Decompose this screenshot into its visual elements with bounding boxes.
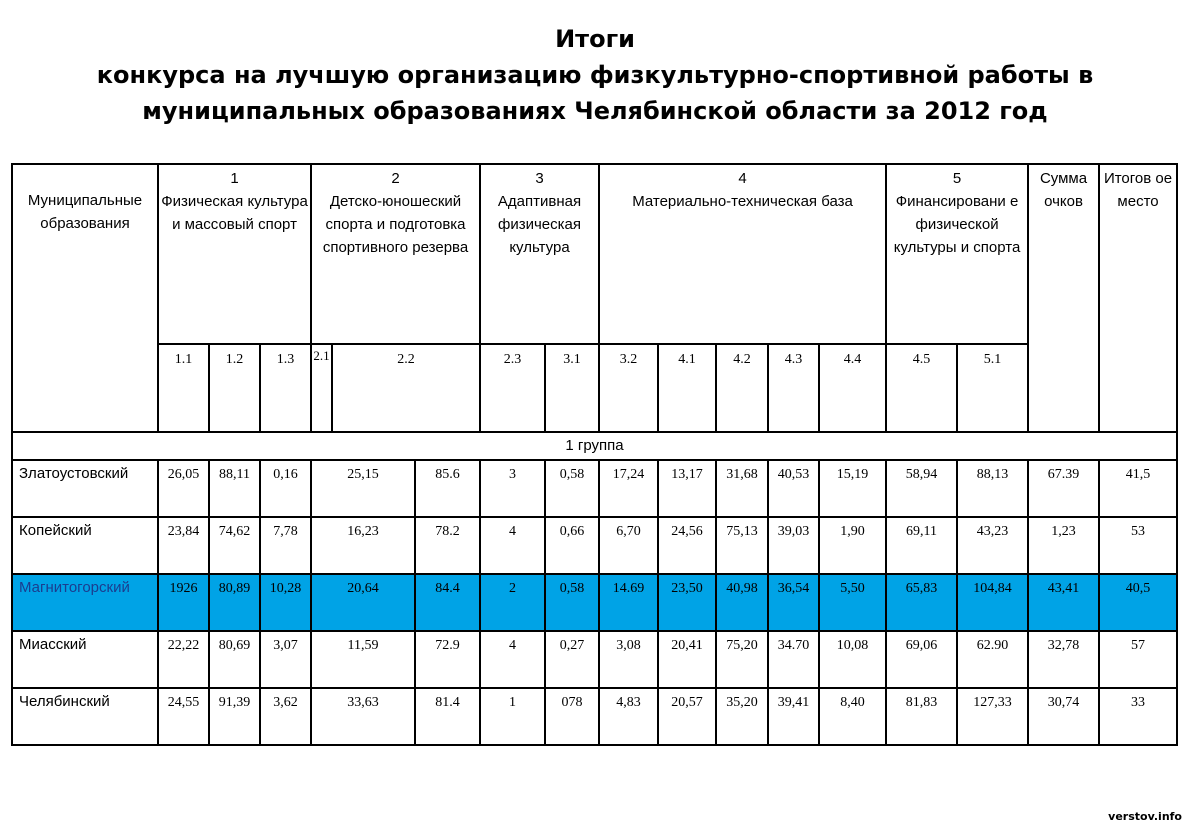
- cell-2-3: 4: [480, 631, 545, 688]
- table-row: [12, 688, 1177, 745]
- cell-sum: 57: [1099, 631, 1177, 688]
- header-group-3-label: Адаптивная физическая культура: [497, 193, 582, 256]
- cell-2-1: 33,63: [311, 688, 415, 745]
- cell-sum: 53: [1099, 517, 1177, 574]
- cell-5-2: 43,41: [1028, 574, 1099, 631]
- cell-4-3: 39,41: [768, 688, 819, 745]
- header-group-1: [158, 164, 311, 344]
- subheader-4-2: 4.2: [716, 344, 768, 432]
- cell-4-5: 65,83: [886, 574, 957, 631]
- title-line-3: муниципальных образованиях Челябинской области за 2012 год: [142, 97, 1048, 125]
- cell-4-3: 39,03: [768, 517, 819, 574]
- subheader-2-3: 2.3: [480, 344, 545, 432]
- title-line-1: Итоги: [555, 25, 635, 53]
- header-place: Итогов ое место: [1099, 164, 1177, 432]
- table-row: [12, 460, 1177, 517]
- cell-1-1: 1926: [158, 574, 209, 631]
- cell-2-3: 3: [480, 460, 545, 517]
- cell-2-2: 84.4: [415, 574, 480, 631]
- subheader-3-2: 3.2: [599, 344, 658, 432]
- cell-4-4: 10,08: [819, 631, 886, 688]
- cell-5-1: 127,33: [957, 688, 1028, 745]
- cell-1-3: 10,28: [260, 574, 311, 631]
- cell-1-3: 3,07: [260, 631, 311, 688]
- cell-5-1: 104,84: [957, 574, 1028, 631]
- cell-4-4: 1,90: [819, 517, 886, 574]
- group-label: 1 группа: [12, 432, 1177, 460]
- cell-3-2: 6,70: [599, 517, 658, 574]
- cell-4-2: 35,20: [716, 688, 768, 745]
- cell-5-2: 67.39: [1028, 460, 1099, 517]
- cell-4-4: 8,40: [819, 688, 886, 745]
- cell-3-2: 17,24: [599, 460, 658, 517]
- header-group-1-number: 1: [230, 170, 239, 187]
- cell-1-3: 0,16: [260, 460, 311, 517]
- cell-2-1: 20,64: [311, 574, 415, 631]
- cell-3-1: 0,58: [545, 574, 599, 631]
- cell-3-1: 0,27: [545, 631, 599, 688]
- cell-sum: 40,5: [1099, 574, 1177, 631]
- cell-5-1: 62.90: [957, 631, 1028, 688]
- header-group-4: [599, 164, 886, 344]
- cell-4-4: 15,19: [819, 460, 886, 517]
- header-group-1-label: Физическая культура и массовый спорт: [161, 193, 308, 233]
- subheader-1-1: 1.1: [158, 344, 209, 432]
- cell-3-1: 0,66: [545, 517, 599, 574]
- cell-4-3: 36,54: [768, 574, 819, 631]
- row-municipality-name: Миасский: [12, 631, 158, 688]
- cell-3-2: 14.69: [599, 574, 658, 631]
- cell-2-1: 25,15: [311, 460, 415, 517]
- row-municipality-name: Копейский: [12, 517, 158, 574]
- subheader-3-1: 3.1: [545, 344, 599, 432]
- cell-1-2: 91,39: [209, 688, 260, 745]
- cell-2-3: 4: [480, 517, 545, 574]
- subheader-4-5: 4.5: [886, 344, 957, 432]
- subheader-4-3: 4.3: [768, 344, 819, 432]
- cell-2-1: 16,23: [311, 517, 415, 574]
- cell-1-1: 22,22: [158, 631, 209, 688]
- cell-4-3: 40,53: [768, 460, 819, 517]
- title-line-2: конкурса на лучшую организацию физкультурно-спортивной работы в: [96, 61, 1094, 89]
- subheader-4-1: 4.1: [658, 344, 716, 432]
- cell-2-2: 78.2: [415, 517, 480, 574]
- cell-5-2: 1,23: [1028, 517, 1099, 574]
- subheader-1-3: 1.3: [260, 344, 311, 432]
- cell-1-3: 7,78: [260, 517, 311, 574]
- header-group-2-number: 2: [391, 170, 400, 187]
- cell-4-2: 75,13: [716, 517, 768, 574]
- cell-1-1: 24,55: [158, 688, 209, 745]
- results-table: [11, 163, 1178, 746]
- table-row: [12, 574, 1177, 631]
- cell-4-5: 58,94: [886, 460, 957, 517]
- header-group-4-number: 4: [738, 170, 747, 187]
- cell-4-2: 40,98: [716, 574, 768, 631]
- table-row: [12, 517, 1177, 574]
- subheader-2-2: 2.2: [332, 344, 480, 432]
- subheader-2-1: 2.1: [311, 344, 332, 432]
- cell-4-1: 20,57: [658, 688, 716, 745]
- cell-4-5: 69,11: [886, 517, 957, 574]
- cell-2-1: 11,59: [311, 631, 415, 688]
- cell-1-2: 88,11: [209, 460, 260, 517]
- cell-4-4: 5,50: [819, 574, 886, 631]
- cell-4-1: 20,41: [658, 631, 716, 688]
- cell-5-2: 30,74: [1028, 688, 1099, 745]
- header-municipality: Муниципальные образования: [12, 164, 158, 432]
- cell-3-1: 078: [545, 688, 599, 745]
- cell-5-1: 43,23: [957, 517, 1028, 574]
- cell-2-2: 81.4: [415, 688, 480, 745]
- header-group-3: [480, 164, 599, 344]
- cell-5-1: 88,13: [957, 460, 1028, 517]
- row-municipality-name: Златоустовский: [12, 460, 158, 517]
- cell-2-2: 85.6: [415, 460, 480, 517]
- cell-sum: 41,5: [1099, 460, 1177, 517]
- cell-1-1: 23,84: [158, 517, 209, 574]
- subheader-4-4: 4.4: [819, 344, 886, 432]
- cell-4-3: 34.70: [768, 631, 819, 688]
- cell-4-2: 75,20: [716, 631, 768, 688]
- header-group-2: [311, 164, 480, 344]
- header-group-5-number: 5: [952, 170, 962, 187]
- subheader-1-2: 1.2: [209, 344, 260, 432]
- row-municipality-name: Магнитогорский: [12, 574, 158, 631]
- subheader-5-1: 5.1: [957, 344, 1028, 432]
- header-group-4-label: Материально-техническая база: [632, 193, 853, 210]
- table-row: [12, 631, 1177, 688]
- cell-5-2: 32,78: [1028, 631, 1099, 688]
- cell-4-1: 23,50: [658, 574, 716, 631]
- cell-3-2: 4,83: [599, 688, 658, 745]
- row-municipality-name: Челябинский: [12, 688, 158, 745]
- cell-1-2: 74,62: [209, 517, 260, 574]
- header-sum: Сумма очков: [1028, 164, 1099, 432]
- cell-1-2: 80,69: [209, 631, 260, 688]
- cell-2-3: 2: [480, 574, 545, 631]
- cell-4-1: 24,56: [658, 517, 716, 574]
- cell-3-1: 0,58: [545, 460, 599, 517]
- cell-4-5: 69,06: [886, 631, 957, 688]
- cell-2-2: 72.9: [415, 631, 480, 688]
- cell-1-1: 26,05: [158, 460, 209, 517]
- cell-4-5: 81,83: [886, 688, 957, 745]
- cell-1-2: 80,89: [209, 574, 260, 631]
- header-group-5: [886, 164, 1028, 344]
- header-group-3-number: 3: [535, 170, 544, 187]
- header-group-2-label: Детско-юношеский спорта и подготовка спортивного резерва: [322, 193, 469, 256]
- cell-4-1: 13,17: [658, 460, 716, 517]
- cell-sum: 33: [1099, 688, 1177, 745]
- cell-1-3: 3,62: [260, 688, 311, 745]
- watermark: verstov.info: [1108, 810, 1182, 823]
- cell-3-2: 3,08: [599, 631, 658, 688]
- cell-4-2: 31,68: [716, 460, 768, 517]
- cell-2-3: 1: [480, 688, 545, 745]
- header-group-5-label: Финансировани е физической культуры и спорта: [893, 193, 1021, 256]
